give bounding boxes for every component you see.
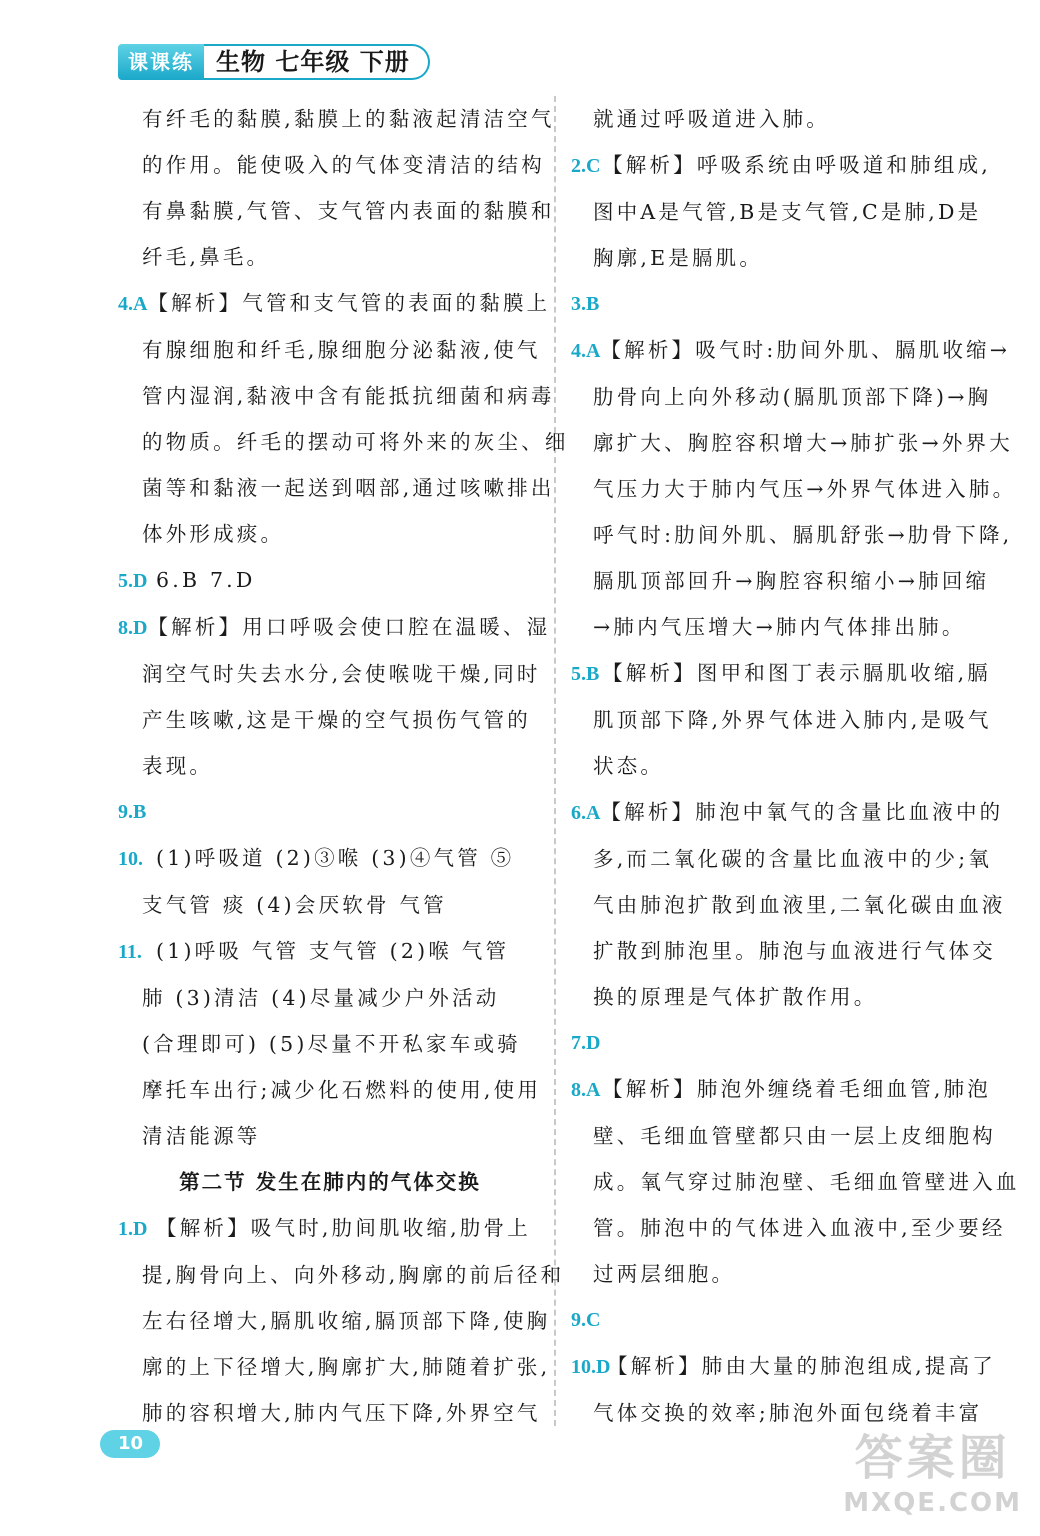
answer-number: 8.A <box>571 1079 601 1101</box>
answer-text: 气压力大于肺内气压→外界气体进入肺。 <box>593 477 1017 501</box>
answer-text: 有纤毛的黏膜,黏膜上的黏液起清洁空气 <box>142 107 555 131</box>
page-number: 10 <box>100 1430 160 1458</box>
answer-number: 10. <box>118 848 143 870</box>
answer-text: 膈肌顶部回升→胸腔容积缩小→肺回缩 <box>593 569 990 593</box>
answer-text: 【解析】呼吸系统由呼吸道和肺组成, <box>602 153 991 177</box>
text-line <box>571 604 991 650</box>
text-line <box>571 466 1017 512</box>
answer-text: 6.B 7.D <box>156 568 256 592</box>
text-line <box>571 1343 996 1390</box>
answer-text: 提,胸骨向上、向外移动,胸廓的前后径和 <box>142 1263 565 1287</box>
text-line <box>571 928 996 974</box>
text-line <box>571 882 1006 928</box>
answer-text: 成。氧气穿过肺泡壁、毛细血管壁进入血 <box>593 1170 1020 1194</box>
answer-text: 气体交换的效率;肺泡外面包绕着丰富 <box>593 1401 983 1425</box>
subject-title: 生物 七年级 下册 <box>204 44 430 80</box>
text-line <box>571 281 991 327</box>
text-line <box>118 1067 542 1113</box>
answer-text: 壁、毛细血管壁都只由一层上皮细胞构 <box>593 1124 996 1148</box>
answer-text: 【解析】气管和支气管的表面的黏膜上 <box>147 291 551 315</box>
right-column <box>571 96 1020 1436</box>
answer-text: 有鼻黏膜,气管、支气管内表面的黏膜和 <box>142 199 555 223</box>
answer-number: 10.D <box>571 1356 611 1378</box>
watermark-url: MXQE.COM <box>843 1488 1022 1518</box>
answer-text: 摩托车出行;减少化石燃料的使用,使用 <box>142 1078 542 1102</box>
text-line <box>118 789 542 835</box>
text-line <box>118 743 542 789</box>
answer-text: →肺内气压增大→肺内气体排出肺。 <box>593 615 966 639</box>
answer-text: 的物质。纤毛的摆动可将外来的灰尘、细 <box>142 430 569 454</box>
answer-text: 表现。 <box>142 754 214 778</box>
text-line <box>118 928 542 975</box>
answer-text: (合理即可) (5)尽量不开私家车或骑 <box>142 1032 521 1056</box>
text-line <box>118 511 542 557</box>
answer-text: (1)呼吸 气管 支气管 (2)喉 气管 <box>156 939 510 963</box>
answer-text: (1)呼吸道 (2)③喉 (3)④气管 ⑤ <box>156 846 515 870</box>
answer-text: 【解析】肺泡外缠绕着毛细血管,肺泡 <box>602 1077 991 1101</box>
answer-text: 清洁能源等 <box>142 1124 261 1148</box>
answer-text: 体外形成痰。 <box>142 522 285 546</box>
answer-text: 润空气时失去水分,会使喉咙干燥,同时 <box>142 662 541 686</box>
text-line <box>118 465 555 511</box>
answer-text: 【解析】用口呼吸会使口腔在温暖、湿 <box>147 615 551 639</box>
answer-text: 【解析】肺泡中氧气的含量比血液中的 <box>600 800 1004 824</box>
text-line <box>571 512 1013 558</box>
answer-text: 【解析】吸气时,肋间肌收缩,肋骨上 <box>156 1216 531 1240</box>
text-line <box>118 96 555 142</box>
text-line <box>571 327 1011 374</box>
answer-text: 纤毛,鼻毛。 <box>142 245 271 269</box>
text-line <box>118 882 542 928</box>
section-heading: 第二节 发生在肺内的气体交换 <box>179 1170 481 1194</box>
text-line <box>118 280 551 327</box>
answer-number: 9.B <box>118 801 147 823</box>
text-line <box>118 142 545 188</box>
text-line <box>118 651 542 697</box>
answer-number: 5.B <box>571 663 600 685</box>
text-line <box>571 1205 1006 1251</box>
answer-text: 多,而二氧化碳的含量比血液中的少;氧 <box>593 847 993 871</box>
column-divider <box>554 96 556 1426</box>
answer-number: 7.D <box>571 1032 601 1054</box>
text-line <box>118 1205 542 1252</box>
text-line <box>118 327 542 373</box>
text-line <box>118 975 542 1021</box>
answer-text: 的作用。能使吸入的气体变清洁的结构 <box>142 153 545 177</box>
answer-text: 产生咳嗽,这是干燥的空气损伤气管的 <box>142 708 531 732</box>
answer-number: 6.A <box>571 802 601 824</box>
answer-text: 廓的上下径增大,胸廓扩大,肺随着扩张, <box>142 1355 551 1379</box>
left-column <box>118 96 569 1436</box>
answer-text: 肋骨向上向外移动(膈肌顶部下降)→胸 <box>593 385 992 409</box>
text-line <box>571 836 991 882</box>
text-line <box>571 235 991 281</box>
answer-text: 肺的容积增大,肺内气压下降,外界空气 <box>142 1401 541 1425</box>
text-line <box>571 789 1004 836</box>
text-line <box>571 142 991 189</box>
text-line <box>571 1297 991 1343</box>
text-line <box>571 189 991 235</box>
answer-number: 11. <box>118 941 142 963</box>
text-line <box>118 557 542 604</box>
watermark-logo: 答案圈 <box>854 1430 1011 1486</box>
text-line <box>571 558 991 604</box>
text-line <box>571 1251 991 1297</box>
answer-text: 过两层细胞。 <box>593 1262 736 1286</box>
answer-number: 4.A <box>571 340 601 362</box>
answer-text: 管内湿润,黏液中含有能抵抗细菌和病毒 <box>142 384 555 408</box>
answer-text: 管。肺泡中的气体进入血液中,至少要经 <box>593 1216 1006 1240</box>
answer-text: 廓扩大、胸腔容积增大→肺扩张→外界大 <box>593 431 1013 455</box>
answer-text: 【解析】图甲和图丁表示膈肌收缩,膈 <box>602 661 991 685</box>
text-line <box>118 1159 542 1205</box>
answer-text: 【解析】肺由大量的肺泡组成,提高了 <box>607 1354 996 1378</box>
answer-text: 换的原理是气体扩散作用。 <box>593 985 878 1009</box>
answer-text: 菌等和黏液一起送到咽部,通过咳嗽排出 <box>142 476 555 500</box>
answer-text: 有腺细胞和纤毛,腺细胞分泌黏液,使气 <box>142 338 541 362</box>
text-line <box>118 188 555 234</box>
answer-text: 扩散到肺泡里。肺泡与血液进行气体交 <box>593 939 996 963</box>
text-line <box>118 1344 551 1390</box>
answer-text: 就通过呼吸道进入肺。 <box>593 107 830 131</box>
text-line <box>118 697 542 743</box>
text-line <box>571 1066 991 1113</box>
answer-text: 气由肺泡扩散到血液里,二氧化碳由血液 <box>593 893 1006 917</box>
answer-text: 支气管 痰 (4)会厌软骨 气管 <box>142 893 447 917</box>
text-line <box>118 604 551 651</box>
answer-number: 8.D <box>118 617 148 639</box>
answer-text: 胸廓,E是膈肌。 <box>593 246 764 270</box>
text-line <box>571 743 991 789</box>
answer-text: 呼气时:肋间外肌、膈肌舒张→肋骨下降, <box>593 523 1013 547</box>
text-line <box>571 96 991 142</box>
text-line <box>118 1252 565 1298</box>
text-line <box>118 1113 542 1159</box>
answer-number: 3.B <box>571 293 600 315</box>
answer-text: 图中A是气管,B是支气管,C是肺,D是 <box>593 200 982 224</box>
page-header <box>118 44 430 80</box>
text-line <box>118 1390 542 1436</box>
text-line <box>571 1113 996 1159</box>
text-line <box>118 1298 551 1344</box>
answer-number: 2.C <box>571 155 601 177</box>
text-line <box>118 234 542 280</box>
text-line <box>118 835 542 882</box>
answer-text: 肌顶部下降,外界气体进入肺内,是吸气 <box>593 708 992 732</box>
answer-text: 左右径增大,膈肌收缩,膈顶部下降,使胸 <box>142 1309 551 1333</box>
answer-number: 4.A <box>118 293 148 315</box>
text-line <box>571 697 991 743</box>
answer-text: 【解析】吸气时:肋间外肌、膈肌收缩→ <box>600 338 1011 362</box>
answer-number: 1.D <box>118 1218 148 1240</box>
answer-number: 9.C <box>571 1309 601 1331</box>
watermark <box>843 1419 1022 1518</box>
answer-text: 肺 (3)清洁 (4)尽量减少户外活动 <box>142 986 500 1010</box>
text-line <box>571 374 991 420</box>
text-line <box>571 650 991 697</box>
text-line <box>118 373 555 419</box>
answer-text: 状态。 <box>593 754 665 778</box>
text-line <box>118 419 569 465</box>
text-line <box>571 974 991 1020</box>
text-line <box>118 1021 542 1067</box>
text-line <box>571 420 1013 466</box>
brand-logo: 课课练 <box>118 44 204 80</box>
text-line <box>571 1020 991 1066</box>
answer-number: 5.D <box>118 570 148 592</box>
text-line <box>571 1159 1020 1205</box>
